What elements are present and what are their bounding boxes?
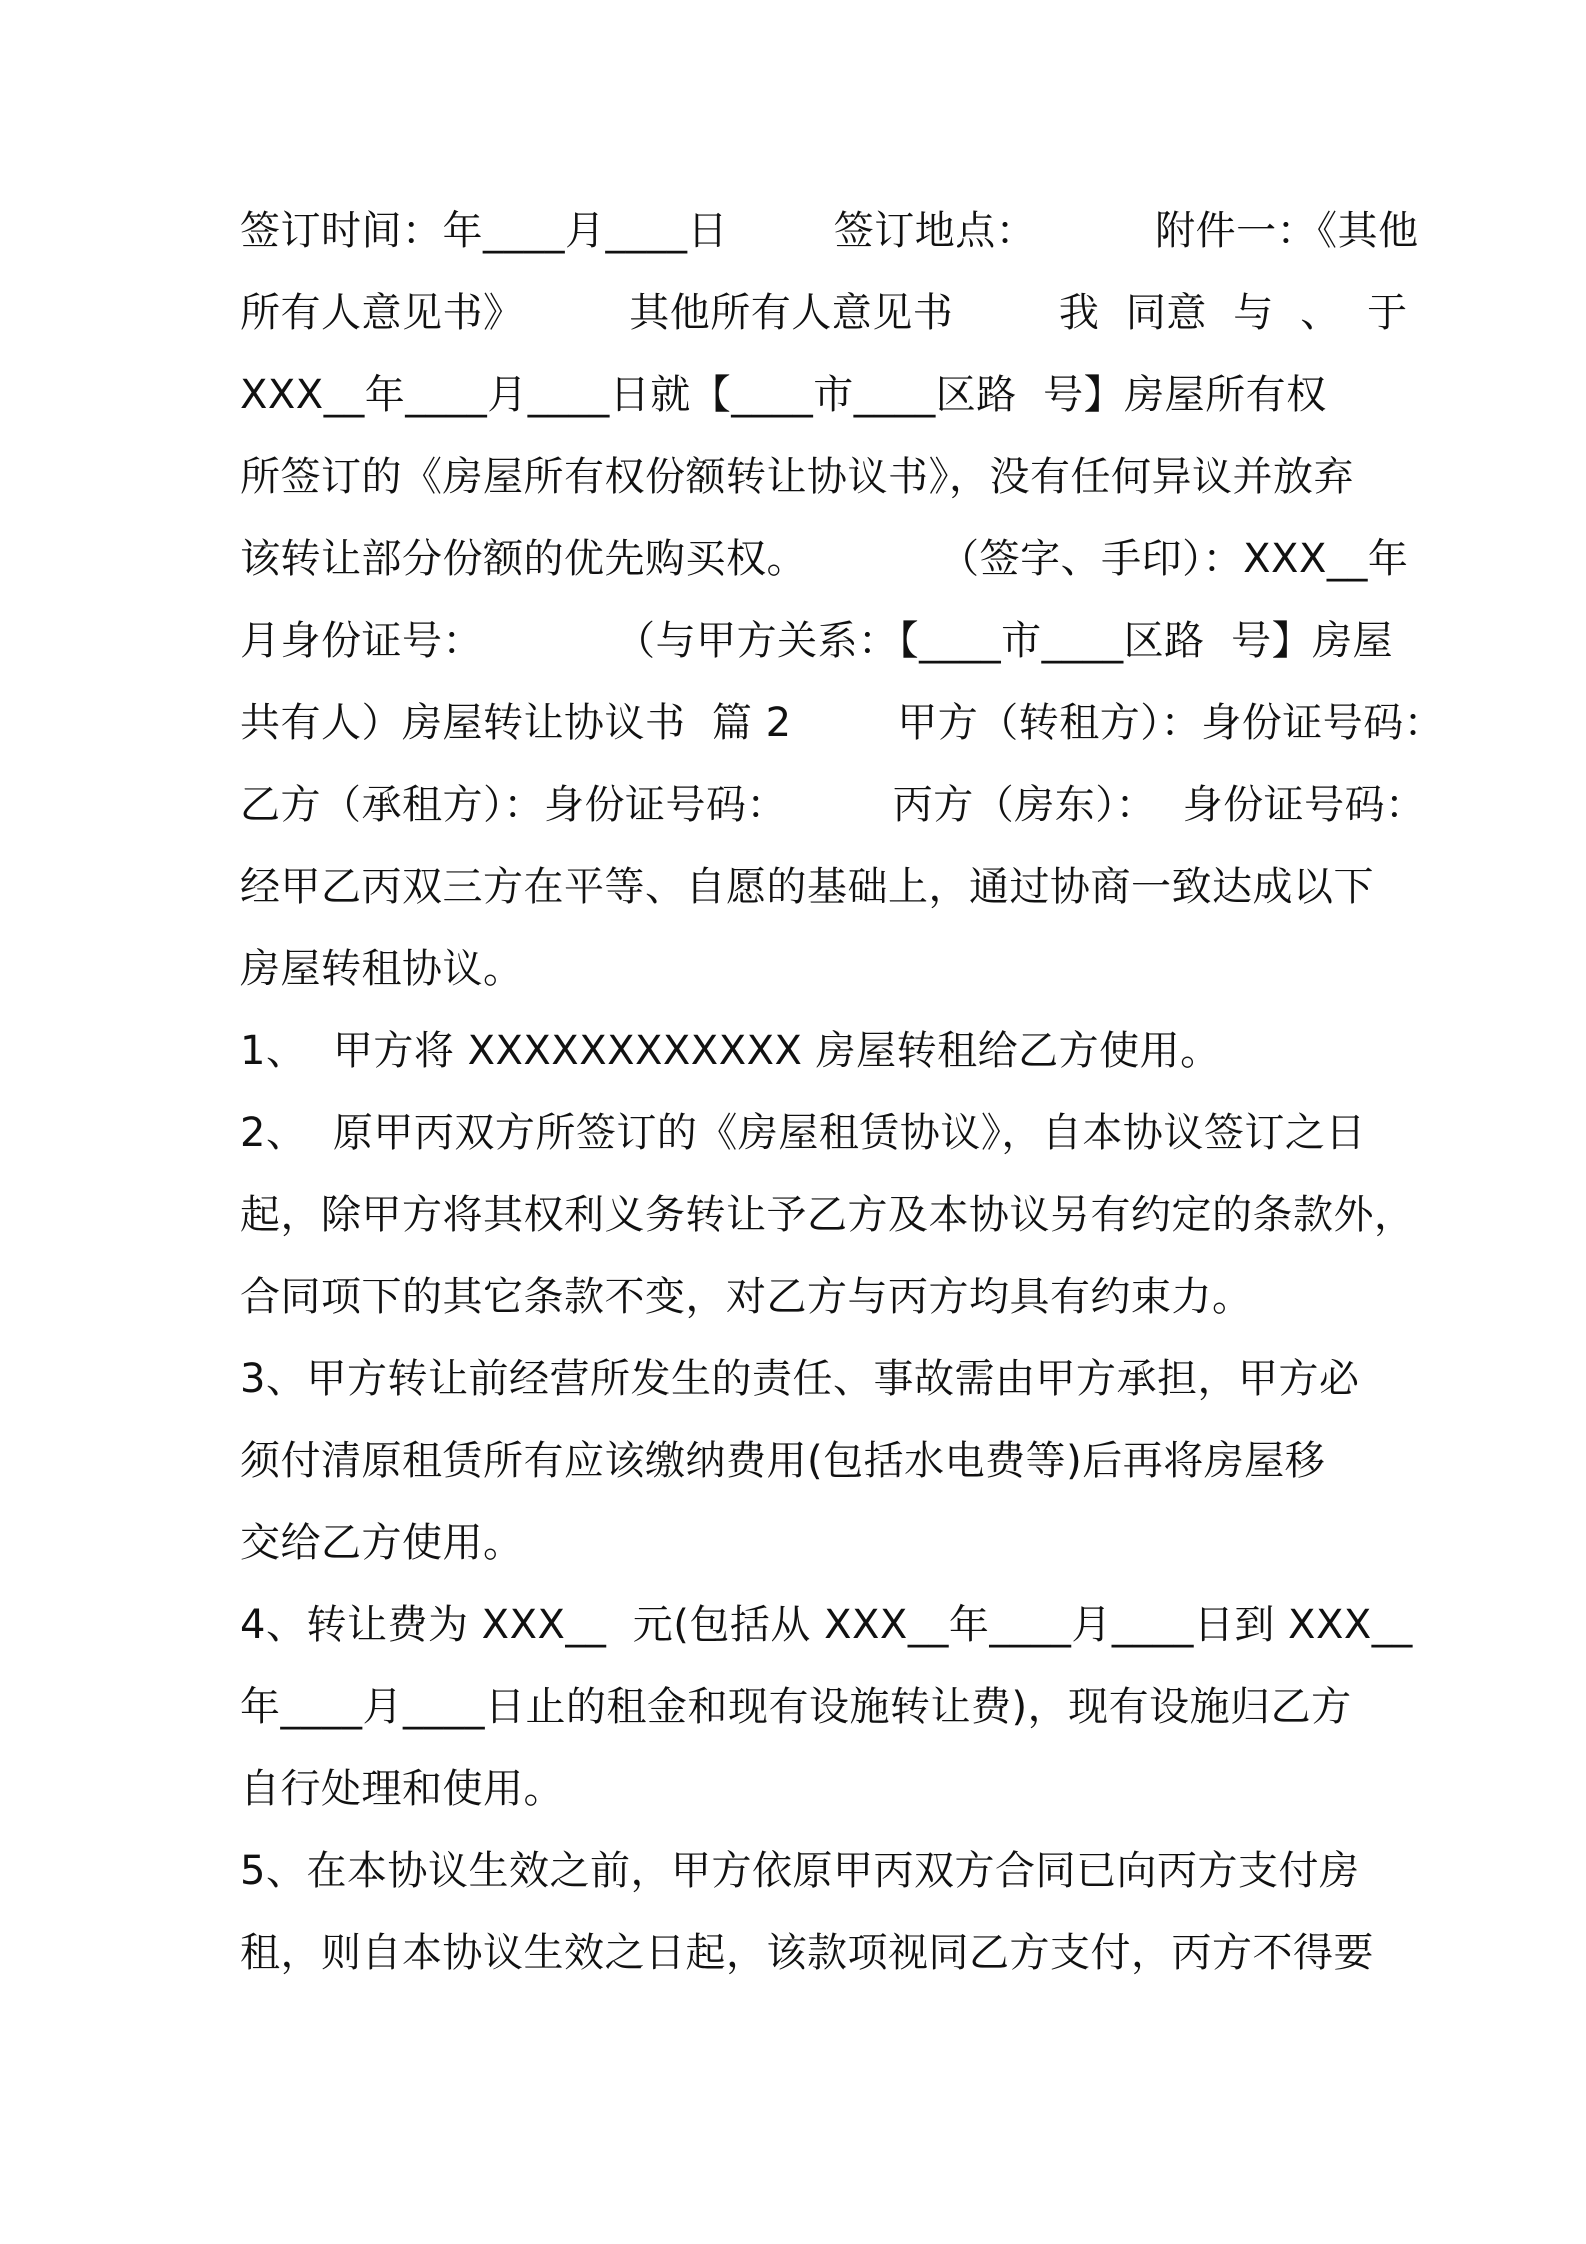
text-line: 该转让部分份额的优先购买权。 （签字、手印）：XXX__年: [240, 536, 1409, 582]
text-line: 经甲乙丙双三方在平等、自愿的基础上，通过协商一致达成以下: [240, 864, 1374, 910]
text-line: 自行处理和使用。: [240, 1766, 564, 1812]
text-line: 租，则自本协议生效之日起，该款项视同乙方支付，丙方不得要: [240, 1930, 1374, 1976]
text-line: 所有人意见书》 其他所有人意见书 我 同意 与 、 于: [240, 290, 1408, 336]
text-line: 所签订的《房屋所有权份额转让协议书》，没有任何异议并放弃: [240, 454, 1354, 500]
text-line: 乙方（承租方）：身份证号码： 丙方（房东）： 身份证号码：: [240, 782, 1426, 828]
text-line: 起，除甲方将其权利义务转让予乙方及本协议另有约定的条款外，: [240, 1192, 1415, 1238]
text-line: 合同项下的其它条款不变，对乙方与丙方均具有约束力。: [240, 1274, 1253, 1320]
text-line: 签订时间：年____月____日 签订地点： 附件一：《其他: [240, 208, 1419, 254]
text-line: 年____月____日止的租金和现有设施转让费)，现有设施归乙方: [240, 1684, 1352, 1730]
document-page: [240, 190, 1445, 1994]
text-line: 须付清原租赁所有应该缴纳费用(包括水电费等)后再将房屋移: [240, 1438, 1326, 1484]
clause-2: 2、 原甲丙双方所签订的《房屋租赁协议》，自本协议签订之日: [240, 1110, 1366, 1156]
text-line: XXX__年____月____日就【____市____区路 号】房屋所有权: [240, 372, 1327, 418]
text-line: 房屋转租协议。: [240, 946, 524, 992]
clause-4: 4、转让费为 XXX__ 元(包括从 XXX__年____月____日到 XXX__: [240, 1602, 1413, 1648]
text-line: 月身份证号： （与甲方关系：【____市____区路 号】房屋: [240, 618, 1394, 664]
clause-3: 3、甲方转让前经营所发生的责任、事故需由甲方承担，甲方必: [240, 1356, 1360, 1402]
text-line: 共有人）房屋转让协议书 篇 2 甲方（转租方）：身份证号码：: [240, 700, 1445, 746]
text-line: 交给乙方使用。: [240, 1520, 524, 1566]
clause-5: 5、在本协议生效之前，甲方依原甲丙双方合同已向丙方支付房: [240, 1848, 1360, 1894]
clause-1: 1、 甲方将 XXXXXXXXXXXX 房屋转租给乙方使用。: [240, 1028, 1221, 1074]
